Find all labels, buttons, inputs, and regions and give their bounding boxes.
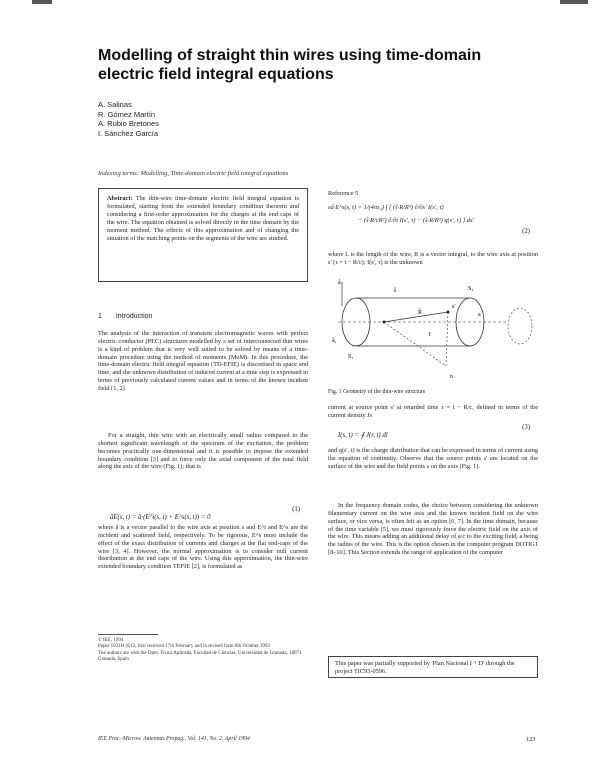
source-point bbox=[447, 311, 450, 314]
field-point bbox=[383, 321, 386, 324]
support-box: This paper was partially supported by 'Plan Nacional I + D' through the project TIC93-0596. bbox=[328, 656, 538, 678]
right-paragraph-3: and q(s', t) is the charge distribution that can be expressed in terms of current using the equation of continuity. Observe that the source points s' are located on the surface of the wire and the field points s on the axis (Fig. 1). bbox=[328, 447, 538, 470]
right-paragraph-1: where L is the length of the wire, R is a vector integral, to the wire axis at position s' (τ = t − R/c); I(s', τ) is the unknown bbox=[328, 251, 538, 266]
fig-label: â bbox=[338, 280, 341, 286]
equation-1-body: âE(s, t) = â·(E^i(s, t) + E^s(s, t)) = 0 bbox=[110, 514, 211, 521]
equation-3-number: (3) bbox=[522, 424, 530, 431]
fig-label: a bbox=[478, 312, 481, 318]
right-paragraph-4: In the frequency domain codes, the choice between considering the unknown filamentary current on the wire axis and the known incident field on the wire surface, or vice versa, is often left as an option [6, 7]. In the time domain, because of the time variable [5], we must rigorously force the electric field on the axis of the wire. This means adding an additional delay of a/c to the exciting field, a being the radius of the wire. This is the option chosen in the computer program DOTIG1 [8–10]. This Section extends the range of application of the computer bbox=[328, 502, 538, 557]
equation-2-line2: − (ŝ·R/cR²) ∂/∂t I(s', τ) − (ŝ·R/R³) q(s', τ) ] ds' bbox=[358, 217, 474, 224]
scan-mark-right bbox=[560, 0, 588, 4]
indexing-terms: Indexing terms: Modelling, Time-domain electric field integral equations bbox=[98, 170, 289, 177]
paper-title: Modelling of straight thin wires using time-domain electric field integral equations bbox=[98, 47, 482, 83]
intro-paragraph-2: For a straight, thin wire with an electrically small radius compared to the shortest significant wavelength of the spectrum of the excitation, the problem becomes practically one-dimensional and it is possible to impose the extended boundary condition [3] and to force only the axial component of the total field along the axis of the wire (Fig. 1); that is bbox=[98, 432, 308, 471]
equation-3 bbox=[328, 424, 538, 442]
footnote bbox=[98, 638, 308, 663]
reference-intro: Reference 5 bbox=[328, 190, 359, 197]
figure-1 bbox=[328, 276, 538, 386]
author: R. Gómez Martín bbox=[98, 109, 156, 119]
r-vector bbox=[384, 312, 448, 322]
section-title: Introduction bbox=[115, 313, 153, 320]
abstract-text: The thin-wire time-domain electric field integral equation is formulated, starting from the extended boundary condition theorem and considering a first-order approximation for the charges at the end caps of the wire. The equation obtained is solved directly in the time domain by the moment method. The effects of this approximation and of changing the situation of the matching points on the segments of the wire are studied. bbox=[107, 195, 299, 242]
footnote-affiliation: The authors are with the Dpto. Física Aplicada, Facultad de Ciencias, Universidad de Granada, 18071 Granada, Spain bbox=[98, 650, 302, 662]
abstract-label: Abstract: bbox=[107, 195, 133, 202]
intro-paragraph-3: where â is a vector parallel to the wire axis at position s and E^i and E^s are the incident and scattered field, respectively. To be rigorous, E^s must include the effect of the exact distribution of currents and charges at the flat end-caps of the wire [3, 4]. However, the normal approximation is to consider null current distribution at the end caps of the wire. Using this approximation, the thin-wire extended boundary condition TEFIE [2], is formulated as bbox=[98, 524, 308, 571]
fig-label: â₁ bbox=[332, 338, 337, 344]
intro-paragraph-1: The analysis of the interaction of transient electromagnetic waves with perfect electric conductor (PEC) structures modelled by a set of interconnected thin wires is a kind of problem that is very well suited to be solved by means of a time-domain procedure using the method of moments (MoM). In this procedure, the time-domain electric field integral equation (TD-EFIE) is discretised in space and time, and the unknown distribution of induced current at a time step is expressed in terms of previously calculated current values and in terms of the known incident field [1, 2]. bbox=[98, 330, 308, 392]
source-line bbox=[446, 312, 448, 366]
right-paragraph-2: current at source point s' at retarded time τ = t − R/c, defined in terms of the current density Js bbox=[328, 404, 538, 419]
equation-2 bbox=[328, 204, 538, 235]
equation-2-line1: sâ·E^s(s, t) = 1/(4πε₀) ∫ [ (ŝ·R/R³) ∂/∂s' I(s', τ) bbox=[328, 204, 444, 211]
fig-label: R̂ bbox=[418, 310, 423, 316]
section-heading bbox=[98, 313, 308, 320]
author: A. Rubio Bretones bbox=[98, 119, 159, 128]
author-list bbox=[98, 100, 159, 138]
equation-1-number: (1) bbox=[292, 506, 300, 513]
section-number: 1 bbox=[98, 313, 102, 320]
fig-label: n bbox=[450, 374, 453, 380]
equation-2-number: (2) bbox=[522, 228, 530, 235]
abstract-box bbox=[98, 188, 308, 282]
fig-label: ℓ bbox=[428, 332, 431, 338]
end-cap-detail bbox=[508, 308, 532, 344]
figure-1-caption: Fig. 1 Geometry of the thin-wire structure bbox=[328, 389, 426, 395]
fig-label: ŝ bbox=[394, 288, 397, 294]
fig-label: S₁ bbox=[348, 354, 354, 360]
fig-label: S₂ bbox=[468, 286, 474, 292]
author: I. Sánchez García bbox=[98, 128, 159, 138]
footnote-copyright: © IEE, 1994 bbox=[98, 638, 124, 643]
footnote-paper: Paper 1021H (E12, first received 17th February and in revised form 8th October 1993 bbox=[98, 644, 270, 650]
author: A. Salinas bbox=[98, 100, 132, 109]
footnote-rule bbox=[98, 634, 158, 635]
scan-mark-left bbox=[32, 0, 52, 4]
equation-1 bbox=[98, 506, 308, 524]
page-number: 123 bbox=[526, 736, 536, 743]
journal-footer: IEE Proc.-Microw. Antennas Propag., Vol. 141, No. 2, April 1994 bbox=[98, 736, 250, 742]
fig-label: s' bbox=[452, 304, 456, 310]
equation-3-body: I(s, t) = ∮ J(r, t) dl bbox=[338, 432, 388, 439]
field-line bbox=[384, 322, 446, 366]
